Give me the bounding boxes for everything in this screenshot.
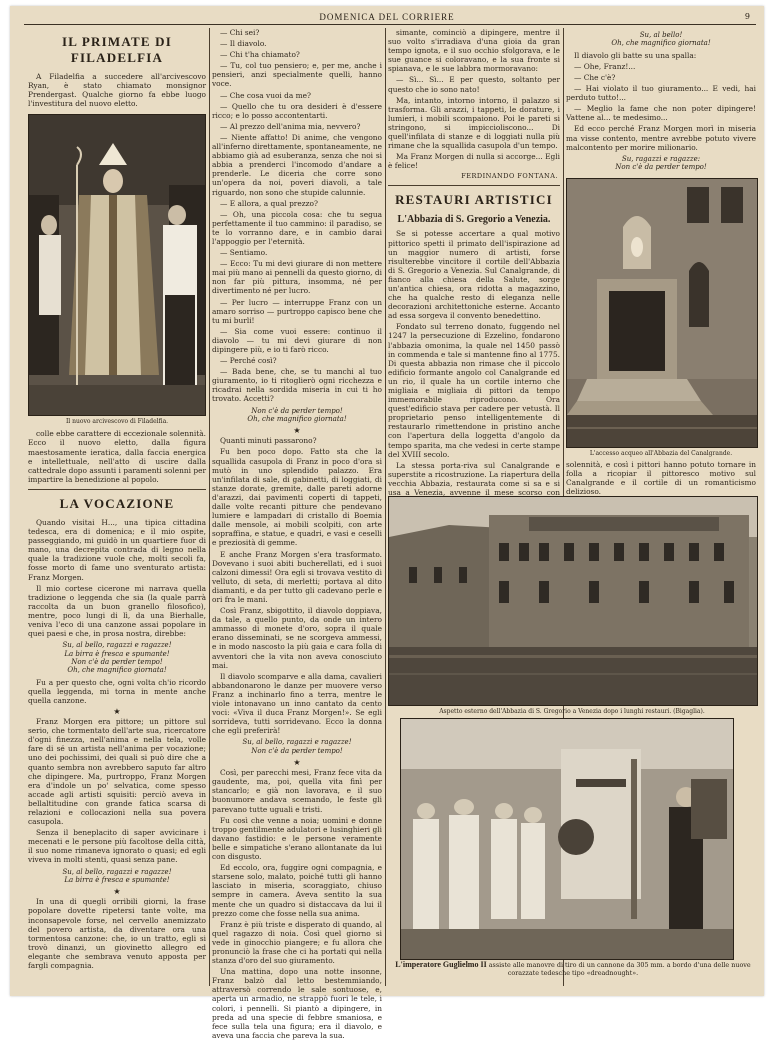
song-verse: Su, al bello, ragazzi e ragazze! Non c'è da perder tempo! [242,738,352,755]
star-ornament: ★ [293,758,301,768]
primate-paragraph: colle ebbe carattere di eccezionale solennità. Ecco il nuovo eletto, dalla figura maestosamente ieratica, dalla faccia energica e intellettuale, nell'atto di uscire dalla cattedrale dopo assunti i paramenti solenni per impartire la benedizione al popolo. [28,429,206,484]
story-paragraph: Ed ecco perché Franz Morgen morì in miseria ma visse contento, mentre avrebbe potuto vivere malcontento per morire milionario. [566,124,756,152]
archbishop-photo [28,114,206,416]
story-paragraph: Ma Franz Morgen di nulla si accorge... Egli è felice! [388,152,560,171]
vocazione-paragraph: Fu a per questo che, ogni volta ch'io ricordo quella leggenda, mi torna in mente anche quella canzone. [28,677,206,705]
star-ornament: ★ [113,887,121,897]
story-paragraph: Il diavolo gli batte su una spalla: [574,50,697,60]
dialogue-line: — Perché così? [220,356,277,366]
vocazione-headline: LA VOCAZIONE [59,495,175,511]
dialogue-line: — Il diavolo. [220,39,267,49]
dialogue-line: — Chi sei? [220,28,260,37]
story-paragraph: — Hai violato il tuo giuramento... E vedi, hai perduto tutto!... [566,84,756,103]
story-paragraph: Fu ben poco dopo. Fatto sta che la squallida casupola di Franz in poco d'ora si mutò in uno splendido palazzo. Era un'infilata di sale, di gabinetti, di loggiati, di stanze dorate, gremite, dalle pareti adorne d'arazzi, dai pavimenti coperti di tappeti, dalle volte recanti pitture che pendevano lumiere e lampadari di cristallo di Boemia dalle mensole, ai mobili scolpiti, con arte sopraffina, e statue, e quadri, e vasi e ceselli e preziosità di gemme. [212,447,382,548]
exterior-caption: Aspetto esterno dell'Abbazia di S. Gregorio a Venezia dopo i lunghi restauri. (Bigaglia). [439,708,705,715]
water-entrance-caption: L'accesso acqueo all'Abbazia del Canalgrande. [589,450,733,457]
author-signature: FERDINANDO FONTANA. [461,172,558,181]
song-verse: Su, al bello, ragazzi e ragazze! La birra è fresca e spumante! Non c'è da perder tempo! Oh, che magnifico giornata! [62,641,172,675]
story-paragraph: Il diavolo scomparve e alla dama, cavalieri abbandonarono le danze per muovere verso Franz a inchinarlo fino a terra, mentre le viole intonavano un inno cantato da cento voci: «Viva il duca Franz Morgen!». Se egli sorrideva, tutti sorridevano. Ecco la donna che egli preferirà! [212,671,382,736]
dialogue-line: — Ecco: Tu mi devi giurare di non mettere mai più mano ai pennelli da questo giorno, di non far più pittura, insomma, né per divertimento né per lucro. [212,259,382,296]
vocazione-paragraph: Il mio cortese cicerone mi narrava quella tradizione o leggenda che sia (la quale parrà raccolta da un buon granello filosofico), mentre, poco lungi di lì, da una Bierhalle, veniva l'eco di una canzone assai popolare in quei paesi e che, in prosa nostra, direbbe: [28,583,206,639]
story-paragraph: Fu così che venne a noia; uomini e donne troppo gentilmente adulatori e lusinghieri gli davano fastidio: e le persone veramente belle e simpatiche s'erano allontanate da lui con disgusto. [212,815,382,862]
kaiser-caption-text: assiste alle manovre di tiro di un cannone da 305 mm. a bordo d'una delle nuove corazzate tedesche tipo «dreadnought». [488,961,751,977]
kaiser-caption-title: L'imperatore Guglielmo II [395,960,487,969]
song-verse: Su, ragazzi e ragazze: Non c'è da perder tempo! [615,154,707,172]
section-divider [28,489,206,490]
column-rule [385,28,386,986]
song-verse: Su, al bello, ragazzi e ragazze! La birra è fresca e spumante! [62,867,172,884]
column-2 [212,28,382,1040]
column-1 [28,28,206,986]
restauri-paragraph: solennità, e così i pittori hanno potuto tornare in folla a ricopiar il pittoresco motivo sul Canalgrande e il cortile di un romanticismo delizioso. [566,460,756,497]
story-paragraph: — Che c'è? [574,73,616,82]
story-paragraph: — Sì... Sì... E per questo, soltanto per questo che io sono nato! [388,75,560,94]
dialogue-line: — Chi t'ha chiamato? [220,50,300,60]
header-rule [24,24,756,25]
running-head: DOMENICA DEL CORRIERE [319,12,455,22]
dialogue-line: — Al prezzo dell'anima mia, nevvero? [220,121,361,131]
abbey-water-entrance-photo [566,178,758,448]
song-verse: Su, al bello! Oh, che magnifico giornata! [611,31,711,48]
story-paragraph: Così Franz, sbigottito, il diavolo doppiava, da tale, a quello punto, da onde un intero ammasso di monete d'oro, sopra il quale erano disseminati, se ne scorgeva ammessi, e in modo nascosto la più gaia e cara folla di avventori che la vita non aveva conosciuto mai. [212,606,382,670]
story-paragraph: — Meglio la fame che non poter dipingere! Vattene al... te medesimo... [566,104,756,123]
abbey-exterior-photo [388,496,758,706]
restauri-paragraph: Se si potesse accertare a qual motivo pittorico spetti il primato dell'ispirazione ad un maggior numero di artisti, forse risulterebbe vincitore il cortile dell'Abbazia di S. Gregorio a Venezia. Sul Canalgrande, di fianco alla chiesa della Salute, sorge un'antica chiesa, ora ridotta a magazzino, che ha qualche resto di eleganza nelle decorazioni architettoniche esterne. Accanto ad essa sorgeva il convento benedettino. [388,229,560,321]
story-paragraph: E anche Franz Morgen s'era trasformato. Dovevano i suoi abiti bucherellati, ed i suoi calzoni dimessi! Ora egli si trovava vestito di velluto, di seta, di merletti; portava al dito diamanti, e da per tutto gli cadevano perle e ori fra le mani. [212,549,382,604]
restauri-subtitle: L'Abbazia di S. Gregorio a Venezia. [397,214,551,226]
dialogue-line: — Oh, una piccola cosa: che tu segua perfettamente il tuo cammino: il paradiso, se te lo vorranno dare, e in cambio darai l'appoggio per l'eternità. [212,209,382,246]
column-rule [209,28,210,986]
section-divider [388,185,560,186]
dialogue-line: — Tu, col tuo pensiero; e, per me, anche i pensieri, anzi specialmente quelli, hanno voce. [212,61,382,89]
star-ornament: ★ [293,426,301,436]
restauri-paragraph: Fondato sul terreno donato, fuggendo nel 1247 la persecuzione di Ezzelino, fondarono l'abbazia omonima, la quale nel 1450 passò in commenda e tale si mantenne fino al 1775. Di questa abbazia non rimase che il piccolo edificio formante angolo col Canalgrande ed un rio, il quale ha un cortile interno che migliaia e migliaia di pittori da tempo immemorabile riproducono. Ora quest'edificio stava per cadere per vetustà. Il proprietario penso intelligentemente di restaurarlo rimettendone in pristino anche con l'apertura della loggetta d'angolo da tempo sparita, ma che vedesi in certe stampe del XVIII secolo. [388,322,560,459]
restauri-headline: RESTAURI ARTISTICI [395,192,553,208]
dialogue-line: — Per lucro — interruppe Franz con un amaro sorriso — purtroppo capisco bene che tu mi burli! [212,297,382,325]
newspaper-page [10,6,764,1040]
story-paragraph: Ma, intanto, intorno intorno, il palazzo si trasforma. Gli arazzi, i tappeti, le dorature, i lumieri, i mobili scompaiono. Poi le pareti si stringono, si impiccioliscono... Di quell'infilata di stanze e di loggiati nulla più rimane che la squallida casupola d'un tempo. [388,95,560,151]
star-ornament: ★ [113,707,121,717]
vocazione-paragraph: In una di quegli orribili giorni, la frase popolare dovette ripetersi tante volte, ma inconsapevole forse, nel cervello anemizzato del povero artista, da diventare ora una tormentosa canzone: che, io un tratto, egli si trovò dinanzi, un giovinetto allegro ed elegante che sembrava venuto apposta per fargli compagnia. [28,897,206,971]
dialogue-line: — Sia come vuoi essere: continuo il diavolo — tu mi devi giurare di non dipingere più, e io ti farò ricco. [212,326,382,354]
story-paragraph: Una mattina, dopo una notte insonne, Franz balzò dal letto bestemmiando, attraversò correndo le sale sontuose, e, aperta un armadio, ne strappò fuori le tele, i colori, i pennelli. Si piantò a dipingere, in preda ad una specie di febbre smaniosa, e fece sulla tela una figura; era il diavolo, e aveva una faccia che pareva la sua. [212,967,382,1040]
dialogue-line: — Niente affatto! Di anime, che vengono all'inferno direttamente, spontaneamente, ne abbiamo già ad esuberanza, senza che noi si abbia a prenderci l'incomodo d'andare a prenderle. Le diceria che corre sono un'opera da noi, poveri diavoli, a tale riguardo, non sono che stupide calunnie. [212,132,382,197]
story-paragraph: Quanti minuti passarono? [220,436,317,446]
primate-paragraph: A Filadelfia a succedere all'arcivescovo Ryan, è stato chiamato monsignor Prendergast. Qualche giorno fa ebbe luogo l'investitura del nuovo eletto. [28,72,206,109]
restauri-paragraph: La stessa porta-riva sul Canalgrande e superstite a ricostruzione. La riapertura della vecchia Abbazia, restaurata come si sa e si usa a Venezia, avvenne il mese scorso con [388,460,560,498]
primate-headline: IL PRIMATE DI FILADELFIA [62,34,172,65]
story-paragraph: — Ohe, Franz!... [574,61,636,71]
dialogue-line: — Bada bene, che, se tu manchi al tuo giuramento, io ti ritoglierò ogni ricchezza e ricadrai nella sordida miseria in cui ti ho trovato. Accetti? [212,367,382,404]
vocazione-paragraph: Senza il beneplacito di saper avvicinare i mecenati e le persone più facoltose della città, il suo nome rimaneva ignorato o quasi; ed egli viveva in molti stenti, quasi senza pane. [28,828,206,865]
archbishop-caption: Il nuovo arcivescovo di Filadelfia. [65,418,169,426]
dialogue-line: — Che cosa vuoi da me? [220,90,311,100]
dialogue-line: — E allora, a qual prezzo? [220,198,318,208]
dialogue-line: — Sentiamo. [220,248,268,258]
kaiser-caption [390,961,756,977]
restauri-continuation [566,460,756,498]
story-paragraph: Franz è più triste e disperato di quando, al quel ragazzo di noia. Così quel giorno si vede in ginocchio piangere; e fu allora che pronunciò la frase che ci ha portati qui nella stanza d'oro del suo giuramento. [212,919,382,966]
song-verse: Non c'è da perder tempo! Oh, che magnifico giornata! [247,406,347,423]
story-paragraph: Così, per parecchi mesi, Franz fece vita da gaudente, ma, poi, quella vita finì per stancarlo; e già non lavorava, e il suo buonumore andava scemando, le feste gli parevano tutte uguali e tristi. [212,768,382,814]
vocazione-paragraph: Franz Morgen era pittore; un pittore sul serio, che tormentato dell'arte sua, ricercatore d'ogni finezza, nell'anima e nella tela, volle fare di sé un artista nell'anima per vocazione; uno dei pochissimi, dei quali si può dire che a quanto sembra non avrebbero saputo far altro che dipingere. Ma, purtroppo, Franz Morgen era d'indole un po' selvatica, come spesso accade agli artisti squisiti: perciò aveva in bellaltitudine con grande fatica scarsa di relazioni e collocazioni nella sua povera casupola. [28,717,206,827]
kaiser-photo [400,718,734,960]
page-number: 9 [744,12,750,21]
story-paragraph: simante, cominciò a dipingere, mentre il suo volto s'irradiava d'una gioia da gran tempo ignota, e il suo occhio sfolgorava, e le sue guance si coloravano, e la sua fronte si spianava, e le sue labbra mormoravano: [388,28,560,74]
dialogue-line: — Quello che tu ora desideri è d'essere ricco; e lo posso accontentarti. [212,101,382,120]
story-paragraph: Ed eccolo, ora, fuggire ogni compagnia, e starsene solo, malato, poiché tutti gli hanno lasciato in miseria, scoraggiato, chiuso sempre in camera. Aveva sentito la sua mente che un quadro si distaccava da lui il prezzo come che fosse nella sua anima. [212,863,382,918]
vocazione-paragraph: Quando visitai H..., una tipica cittadina tedesca, era di domenica; e il mio ospite, passeggiando, mi guidò in un quartiere fuor di mano, una decrepita contrada di legno nella quale la tradizione vuole che, molti secoli fa, fosse morto di fame uno sventurato artista: Franz Morgen. [28,517,206,582]
